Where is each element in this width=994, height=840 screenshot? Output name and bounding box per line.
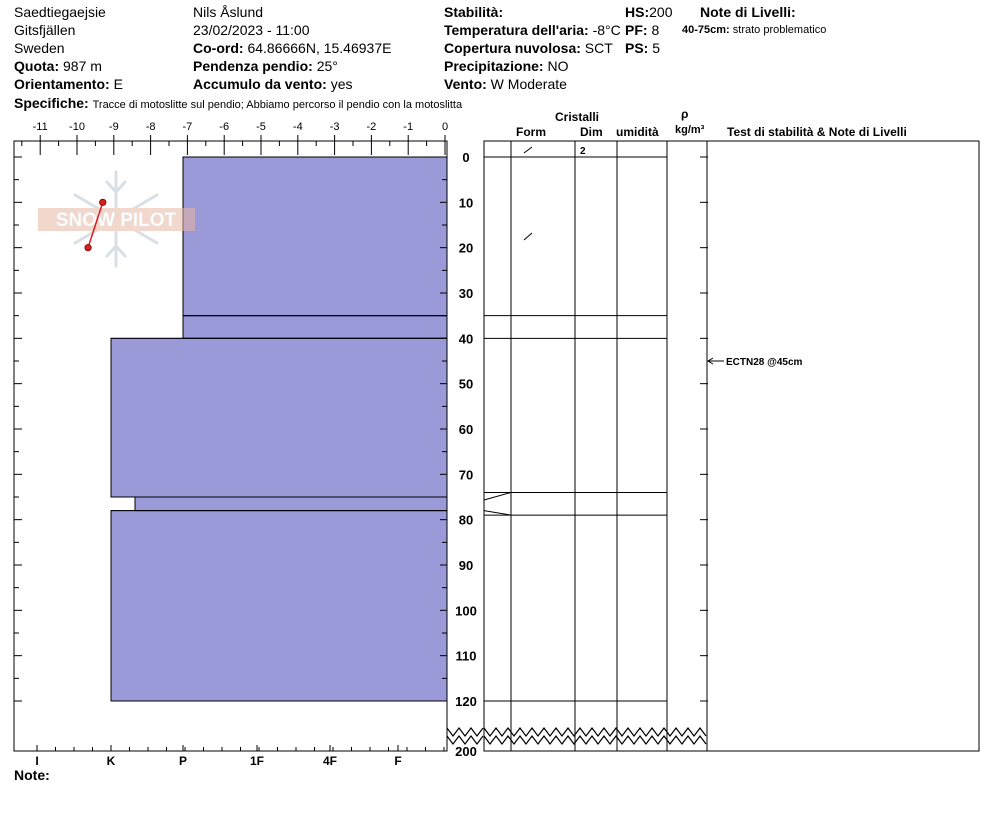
temperature-point [100, 199, 106, 205]
axis-break [484, 736, 706, 744]
temp-tick-label: -6 [219, 121, 230, 133]
hardness-axis [35, 745, 444, 768]
temperature-axis [22, 121, 448, 155]
layer-note: 40-75cm: strato problematico [682, 24, 827, 36]
hardness-bar [183, 157, 447, 316]
temp-tick-label: -2 [366, 121, 377, 133]
cloud-cover: Copertura nuvolosa: SCT [444, 40, 613, 56]
hardness-bars [111, 157, 447, 701]
temp-tick-label: -9 [108, 121, 119, 133]
coordinates: Co-ord: 64.86666N, 15.46937E [193, 40, 392, 56]
wind: Vento: W Moderate [444, 76, 567, 92]
temp-tick-label: -3 [329, 121, 340, 133]
depth-tick-label: 70 [458, 467, 474, 483]
layer-table [484, 141, 707, 751]
axis-break [447, 728, 483, 736]
hardness-bar [111, 511, 447, 701]
temperature-point [85, 244, 91, 250]
datetime: 23/02/2023 - 11:00 [193, 22, 310, 38]
depth-tick-label: 200 [455, 744, 477, 759]
temp-tick-label: -11 [32, 121, 48, 133]
hardness-tick-label: K [106, 754, 116, 768]
depth-tick-label: 120 [455, 694, 477, 709]
depth-tick-label: 100 [455, 603, 477, 619]
hardness-bar [135, 497, 447, 511]
hardness-bar [111, 338, 447, 497]
region: Gitsfjällen [14, 22, 76, 38]
stability-test-marker [708, 357, 803, 368]
tests-header: Test di stabilità & Note di Livelli [727, 125, 907, 139]
axis-break [484, 728, 706, 736]
ski-penetration: PS: 5 [625, 40, 661, 56]
wind-loading: Accumulo da vento: yes [193, 76, 353, 92]
hardness-tick-label: I [35, 754, 39, 768]
layer-table-frame [484, 141, 979, 751]
density-symbol: ρ [681, 107, 689, 121]
temp-tick-label: -4 [292, 121, 303, 133]
location: Saedtiegaejsie [14, 4, 106, 20]
depth-tick-label: 80 [458, 512, 474, 528]
depth-tick-label: 90 [458, 558, 474, 573]
size-header: Dim [580, 125, 603, 139]
density-unit: kg/m³ [675, 124, 705, 136]
grain-size-value: 2 [580, 146, 586, 157]
observer: Nils Åslund [193, 4, 264, 20]
hardness-tick-label: F [394, 754, 402, 768]
depth-tick-label: 20 [458, 240, 474, 256]
temp-tick-label: -10 [69, 121, 85, 133]
temp-tick-label: -5 [256, 121, 266, 133]
snow-pilot-logo [38, 172, 195, 266]
depth-tick-label: 50 [458, 376, 474, 392]
stability: Stabilità: [444, 4, 504, 20]
temp-tick-label: -7 [182, 121, 193, 133]
form-header: Form [516, 125, 546, 139]
layer-connector [484, 511, 511, 516]
stability-test-label: ECTN28 @45cm [726, 357, 803, 368]
note-label: Note: [14, 767, 50, 783]
aspect: Orientamento: E [14, 76, 123, 92]
depth-tick-label: 0 [462, 150, 470, 165]
elevation: Quota: 987 m [14, 58, 102, 74]
country: Sweden [14, 40, 65, 56]
hardness-tick-label: 1F [249, 754, 265, 768]
precipitation: Precipitazione: NO [444, 58, 569, 74]
axis-break [447, 736, 483, 744]
specifics: Specifiche: Tracce di motoslitte sul pendio; Abbiamo percorso il pendio con la motoslitta [14, 95, 463, 111]
snow-height: HS:200 [625, 4, 673, 20]
depth-tick-label: 60 [458, 422, 474, 437]
watermark-text: SNOW PILOT [55, 210, 177, 231]
depth-tick-label: 40 [458, 331, 474, 347]
wetness-header: umidità [616, 125, 659, 139]
layer-notes-title: Note di Livelli: [700, 4, 796, 20]
temp-tick-label: -1 [403, 121, 414, 133]
air-temperature: Temperatura dell'aria: -8°C [444, 22, 621, 38]
crystals-header: Cristalli [555, 110, 600, 124]
grain-form-glyph [524, 147, 532, 153]
temp-tick-label: 0 [441, 121, 449, 133]
hardness-tick-label: P [178, 754, 188, 768]
layer-connector [484, 492, 511, 500]
hardness-tick-label: 4F [322, 754, 338, 768]
depth-tick-label: 110 [455, 648, 477, 664]
depth-tick-label: 30 [458, 286, 474, 301]
depth-tick-label: 10 [458, 195, 474, 211]
foot-penetration: PF: 8 [625, 22, 660, 38]
temp-tick-label: -8 [145, 121, 156, 133]
hardness-bar [183, 316, 447, 339]
grain-form-glyph [524, 233, 532, 240]
slope: Pendenza pendio: 25° [193, 58, 338, 74]
